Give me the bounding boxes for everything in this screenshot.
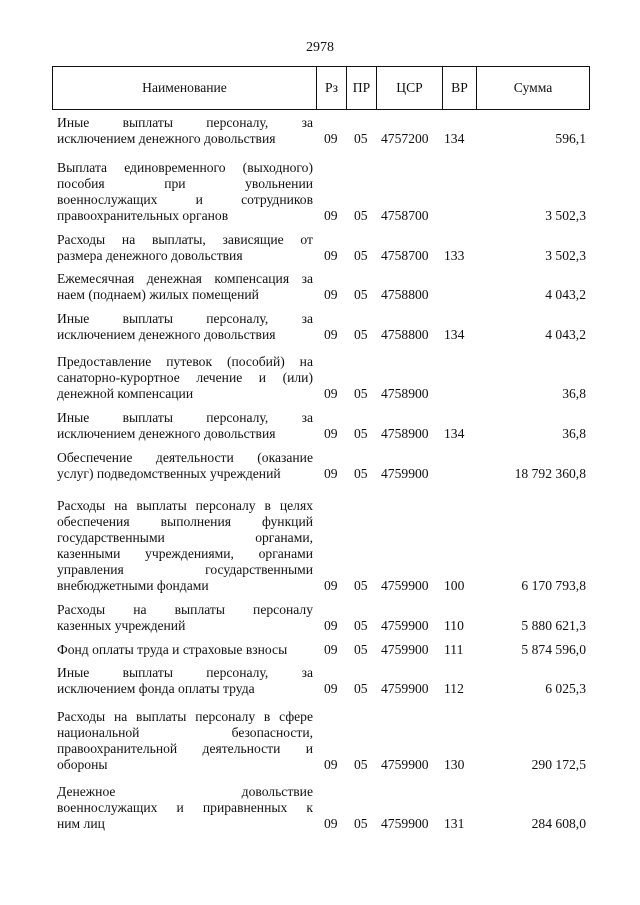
header-pr: ПР bbox=[347, 67, 377, 109]
row-rz: 09 bbox=[324, 466, 338, 481]
table-row bbox=[0, 410, 640, 442]
row-rz: 09 bbox=[324, 131, 338, 146]
row-name-line: национальной безопасности, bbox=[57, 725, 313, 740]
row-name-line: Расходы на выплаты, зависящие от bbox=[57, 232, 313, 247]
row-rz: 09 bbox=[324, 681, 338, 696]
row-name bbox=[57, 450, 313, 482]
row-vr: 134 bbox=[444, 426, 465, 441]
row-rz: 09 bbox=[324, 426, 338, 441]
row-csr: 4759900 bbox=[381, 757, 429, 772]
row-sum: 290 172,5 bbox=[531, 757, 586, 772]
table-row bbox=[0, 232, 640, 264]
row-name-line: правоохранительных органов bbox=[57, 208, 229, 223]
row-name-line: обороны bbox=[57, 757, 108, 772]
row-csr: 4759900 bbox=[381, 681, 429, 696]
row-rz: 09 bbox=[324, 618, 338, 633]
header-name: Наименование bbox=[53, 67, 317, 109]
row-pr: 05 bbox=[354, 757, 368, 772]
row-name bbox=[57, 410, 313, 442]
row-pr: 05 bbox=[354, 208, 368, 223]
row-name-line: Обеспечение деятельности (оказание bbox=[57, 450, 313, 465]
row-name bbox=[57, 271, 313, 303]
row-vr: 130 bbox=[444, 757, 465, 772]
row-pr: 05 bbox=[354, 131, 368, 146]
row-name-line: Расходы на выплаты персоналу в сфере bbox=[57, 709, 313, 724]
row-name-line: услуг) подведомственных учреждений bbox=[57, 466, 281, 481]
row-sum: 4 043,2 bbox=[545, 287, 586, 302]
row-vr: 100 bbox=[444, 578, 465, 593]
row-name-line: Иные выплаты персоналу, за bbox=[57, 311, 313, 326]
row-csr: 4758700 bbox=[381, 208, 429, 223]
row-name bbox=[57, 160, 313, 224]
header-csr: ЦСР bbox=[377, 67, 443, 109]
row-pr: 05 bbox=[354, 426, 368, 441]
row-name-line: исключением денежного довольствия bbox=[57, 327, 276, 342]
row-rz: 09 bbox=[324, 386, 338, 401]
row-sum: 3 502,3 bbox=[545, 248, 586, 263]
row-pr: 05 bbox=[354, 327, 368, 342]
row-rz: 09 bbox=[324, 816, 338, 831]
row-name-line: исключением фонда оплаты труда bbox=[57, 681, 255, 696]
row-name-line: государственными органами, bbox=[57, 530, 313, 545]
row-pr: 05 bbox=[354, 386, 368, 401]
row-name bbox=[57, 784, 313, 832]
row-vr: 111 bbox=[444, 642, 464, 657]
row-name-line: военнослужащих и сотрудников bbox=[57, 192, 313, 207]
table-row bbox=[0, 602, 640, 634]
row-name-line: обеспечения выполнения функций bbox=[57, 514, 313, 529]
row-rz: 09 bbox=[324, 287, 338, 302]
row-vr: 134 bbox=[444, 327, 465, 342]
row-sum: 5 874 596,0 bbox=[521, 642, 586, 657]
row-vr: 131 bbox=[444, 816, 465, 831]
row-rz: 09 bbox=[324, 327, 338, 342]
row-pr: 05 bbox=[354, 681, 368, 696]
row-csr: 4759900 bbox=[381, 578, 429, 593]
row-csr: 4759900 bbox=[381, 816, 429, 831]
row-name-line: Иные выплаты персоналу, за bbox=[57, 410, 313, 425]
table-row bbox=[0, 709, 640, 773]
row-name-line: Расходы на выплаты персоналу bbox=[57, 602, 313, 617]
row-csr: 4758900 bbox=[381, 386, 429, 401]
table-row bbox=[0, 354, 640, 402]
row-sum: 5 880 621,3 bbox=[521, 618, 586, 633]
row-rz: 09 bbox=[324, 208, 338, 223]
row-rz: 09 bbox=[324, 578, 338, 593]
row-name-line: казенными учреждениями, органами bbox=[57, 546, 313, 561]
table-row bbox=[0, 271, 640, 303]
row-sum: 18 792 360,8 bbox=[514, 466, 586, 481]
row-name-line: ним лиц bbox=[57, 816, 105, 831]
row-vr: 133 bbox=[444, 248, 465, 263]
row-name-line: Ежемесячная денежная компенсация за bbox=[57, 271, 313, 286]
row-csr: 4758800 bbox=[381, 327, 429, 342]
row-name-line: Фонд оплаты труда и страховые взносы bbox=[57, 642, 288, 657]
row-name bbox=[57, 311, 313, 343]
row-name-line: управления государственными bbox=[57, 562, 313, 577]
row-name-line: казенных учреждений bbox=[57, 618, 186, 633]
row-name-line: военнослужащих и приравненных к bbox=[57, 800, 313, 815]
row-name bbox=[57, 232, 313, 264]
row-csr: 4757200 bbox=[381, 131, 429, 146]
row-csr: 4759900 bbox=[381, 618, 429, 633]
header-vr: ВР bbox=[443, 67, 477, 109]
row-name-line: Расходы на выплаты персоналу в целях bbox=[57, 498, 313, 513]
row-vr: 112 bbox=[444, 681, 464, 696]
row-sum: 36,8 bbox=[562, 386, 586, 401]
row-name bbox=[57, 115, 313, 147]
table-row bbox=[0, 642, 640, 658]
table-row bbox=[0, 665, 640, 697]
row-csr: 4759900 bbox=[381, 642, 429, 657]
row-pr: 05 bbox=[354, 287, 368, 302]
table-row bbox=[0, 784, 640, 832]
row-name bbox=[57, 665, 313, 697]
row-pr: 05 bbox=[354, 618, 368, 633]
table-row bbox=[0, 160, 640, 224]
row-vr: 134 bbox=[444, 131, 465, 146]
row-name-line: наем (поднаем) жилых помещений bbox=[57, 287, 259, 302]
row-name-line: исключением денежного довольствия bbox=[57, 426, 276, 441]
row-pr: 05 bbox=[354, 816, 368, 831]
row-sum: 6 170 793,8 bbox=[521, 578, 586, 593]
row-pr: 05 bbox=[354, 642, 368, 657]
row-name-line: Предоставление путевок (пособий) на bbox=[57, 354, 313, 369]
row-name bbox=[57, 354, 313, 402]
row-name-line: санаторно-курортное лечение и (или) bbox=[57, 370, 313, 385]
row-sum: 596,1 bbox=[555, 131, 586, 146]
row-name-line: пособия при увольнении bbox=[57, 176, 313, 191]
row-name-line: внебюджетными фондами bbox=[57, 578, 209, 593]
row-sum: 284 608,0 bbox=[531, 816, 586, 831]
row-pr: 05 bbox=[354, 248, 368, 263]
header-sum: Сумма bbox=[513, 80, 553, 95]
row-name-line: денежной компенсации bbox=[57, 386, 194, 401]
page-number: 2978 bbox=[306, 40, 334, 55]
row-name bbox=[57, 498, 313, 594]
row-csr: 4758700 bbox=[381, 248, 429, 263]
row-name-line: Денежное довольствие bbox=[57, 784, 313, 799]
row-sum: 6 025,3 bbox=[545, 681, 586, 696]
table-row bbox=[0, 311, 640, 343]
row-sum: 4 043,2 bbox=[545, 327, 586, 342]
row-name-line: правоохранительной деятельности и bbox=[57, 741, 313, 756]
row-csr: 4758900 bbox=[381, 426, 429, 441]
table-row bbox=[0, 498, 640, 594]
row-vr: 110 bbox=[444, 618, 464, 633]
row-rz: 09 bbox=[324, 642, 338, 657]
row-csr: 4759900 bbox=[381, 466, 429, 481]
row-rz: 09 bbox=[324, 757, 338, 772]
header-rz: Рз bbox=[317, 67, 347, 109]
row-rz: 09 bbox=[324, 248, 338, 263]
table-row bbox=[0, 115, 640, 147]
table-row bbox=[0, 450, 640, 482]
row-name-line: Выплата единовременного (выходного) bbox=[57, 160, 313, 175]
row-pr: 05 bbox=[354, 466, 368, 481]
row-name bbox=[57, 602, 313, 634]
row-sum: 3 502,3 bbox=[545, 208, 586, 223]
row-name-line: Иные выплаты персоналу, за bbox=[57, 115, 313, 130]
row-name-line: исключением денежного довольствия bbox=[57, 131, 276, 146]
row-csr: 4758800 bbox=[381, 287, 429, 302]
row-sum: 36,8 bbox=[562, 426, 586, 441]
row-name-line: Иные выплаты персоналу, за bbox=[57, 665, 313, 680]
row-name bbox=[57, 642, 313, 658]
row-pr: 05 bbox=[354, 578, 368, 593]
row-name-line: размера денежного довольствия bbox=[57, 248, 243, 263]
row-name bbox=[57, 709, 313, 773]
